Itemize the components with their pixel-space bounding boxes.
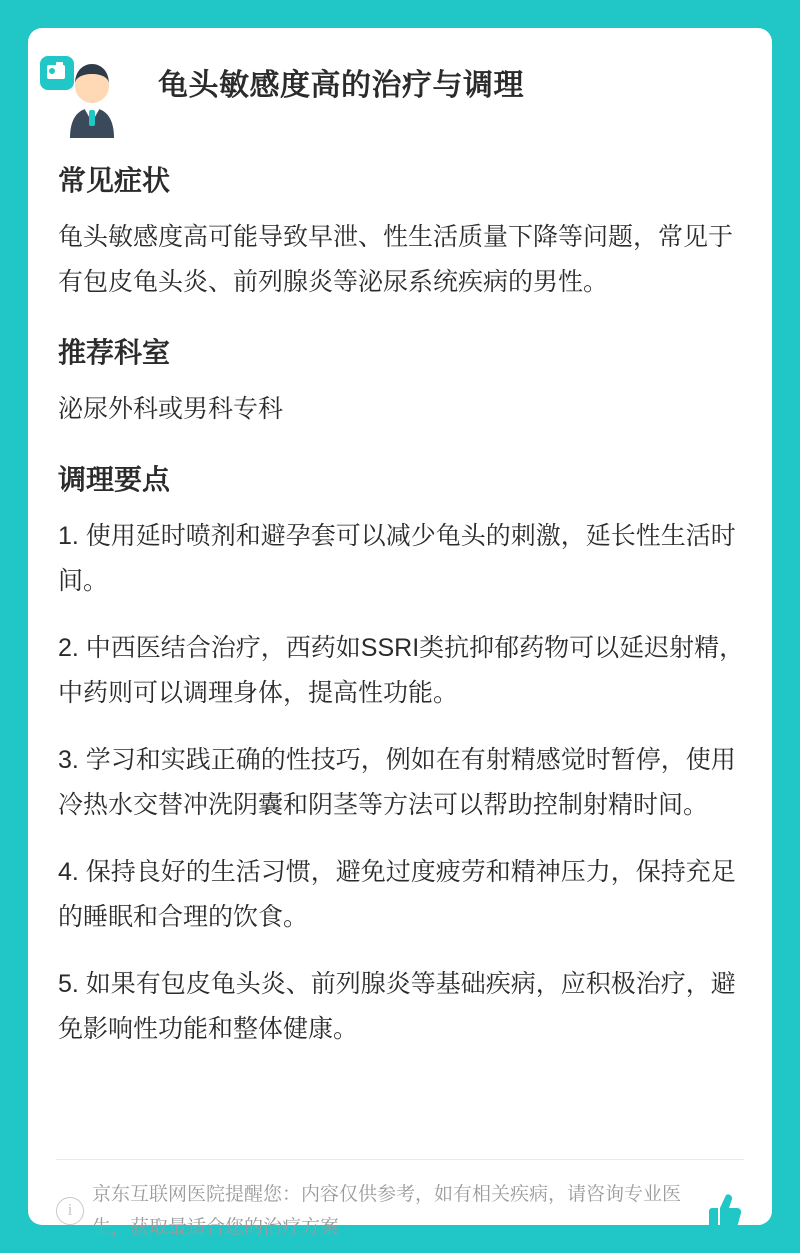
section-heading-care-tips: 调理要点 [58,464,171,495]
care-tip-item: 2. 中西医结合治疗，西药如SSRI类抗抑郁药物可以延迟射精，中药则可以调理身体，提高性功能。 [58,634,745,707]
section-paragraph-symptoms: 龟头敏感度高可能导致早泄、性生活质量下降等问题，常见于有包皮龟头炎、前列腺炎等泌尿系统疾病的男性。 [58,223,734,296]
footer [56,1170,744,1252]
info-icon: i [56,1197,84,1225]
page-title: 龟头敏感度高的治疗与调理 [158,69,524,102]
article-card [28,28,772,1238]
section-paragraph-department: 泌尿外科或男科专科 [58,395,284,423]
thumbs-up-icon[interactable] [698,1188,744,1234]
care-tip-item: 5. 如果有包皮龟头炎、前列腺炎等基础疾病，应积极治疗，避免影响性功能和整体健康。 [58,970,736,1043]
section-heading-department: 推荐科室 [58,337,171,368]
section-heading-symptoms: 常见症状 [58,165,171,196]
doctor-avatar-icon [40,50,120,140]
care-tip-item: 4. 保持良好的生活习惯，避免过度疲劳和精神压力，保持充足的睡眠和合理的饮食。 [58,858,736,931]
footer-disclaimer: 京东互联网医院提醒您：内容仅供参考，如有相关疾病，请咨询专业医生，获取最适合您的治疗方案 [92,1184,682,1238]
care-tip-item: 3. 学习和实践正确的性技巧，例如在有射精感觉时暂停，使用冷热水交替冲洗阴囊和阴茎等方法可以帮助控制射精时间。 [58,746,736,819]
footer-divider [56,1159,744,1160]
care-tip-item: 1. 使用延时喷剂和避孕套可以减少龟头的刺激，延长性生活时间。 [58,522,736,595]
article-body [58,133,746,1074]
